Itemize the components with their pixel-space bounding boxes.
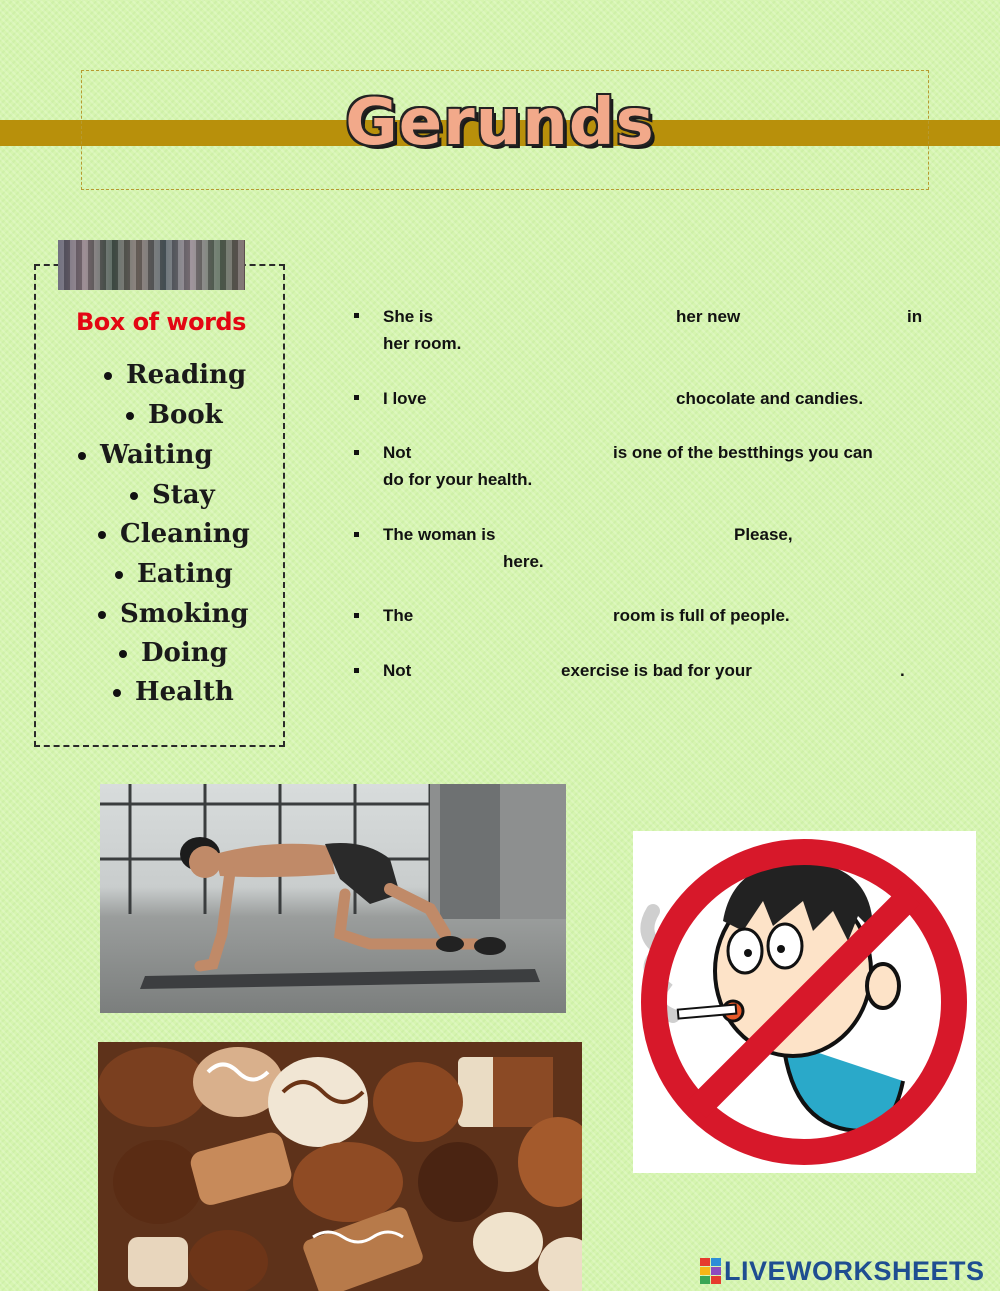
word-item[interactable] bbox=[98, 519, 250, 549]
word-box-header-image bbox=[58, 240, 245, 290]
bullet-icon bbox=[115, 571, 123, 579]
word-item[interactable] bbox=[119, 638, 228, 668]
bullet-icon bbox=[354, 668, 359, 673]
bullet-icon bbox=[354, 613, 359, 618]
word-item[interactable] bbox=[78, 440, 213, 470]
word-item[interactable] bbox=[98, 599, 249, 629]
word-label: Eating bbox=[137, 559, 233, 589]
sentence-text: Not bbox=[383, 443, 412, 462]
sentence-text: Please, bbox=[734, 525, 793, 544]
word-item[interactable] bbox=[113, 677, 234, 707]
sentence-text: chocolate and candies. bbox=[676, 389, 864, 408]
no-smoking-icon bbox=[633, 831, 976, 1173]
word-item[interactable] bbox=[104, 360, 246, 390]
sentence-text: The woman is bbox=[383, 525, 496, 544]
sentence-text: here. bbox=[503, 552, 544, 571]
sentence-text: do for your health. bbox=[383, 470, 533, 489]
sentence-text: . bbox=[900, 661, 905, 680]
sentence-text: The bbox=[383, 606, 414, 625]
man-exercising-photo bbox=[100, 784, 566, 1013]
bullet-icon bbox=[354, 532, 359, 537]
word-item[interactable] bbox=[126, 400, 223, 430]
sentence-text: exercise is bad for your bbox=[561, 661, 752, 680]
word-label: Cleaning bbox=[120, 519, 250, 549]
sentence-text: room is full of people. bbox=[613, 606, 790, 625]
sentence-text: Not bbox=[383, 661, 412, 680]
word-label: Waiting bbox=[100, 440, 213, 470]
word-label: Book bbox=[148, 400, 223, 430]
bullet-icon bbox=[354, 313, 359, 318]
bullet-icon bbox=[113, 689, 121, 697]
word-item[interactable] bbox=[115, 559, 233, 589]
bullet-icon bbox=[126, 412, 134, 420]
page-title: Gerunds bbox=[345, 86, 655, 160]
liveworksheets-logo bbox=[700, 1256, 985, 1287]
bullet-icon bbox=[98, 611, 106, 619]
word-label: Stay bbox=[152, 480, 215, 510]
bullet-icon bbox=[78, 452, 86, 460]
sentence-text: her new bbox=[676, 307, 741, 326]
sentence-text: She is bbox=[383, 307, 434, 326]
word-label: Health bbox=[135, 677, 234, 707]
lw-logo-icon bbox=[700, 1258, 722, 1284]
sentence-text: her room. bbox=[383, 334, 462, 353]
chocolates-photo bbox=[98, 1042, 582, 1291]
sentence-text: in bbox=[907, 307, 923, 326]
logo-text: LIVEWORKSHEETS bbox=[724, 1256, 985, 1286]
sentence-text: I love bbox=[383, 389, 427, 408]
sentence-text: is one of the bestthings you can bbox=[613, 443, 873, 462]
word-label: Smoking bbox=[120, 599, 249, 629]
bullet-icon bbox=[354, 395, 359, 400]
bullet-icon bbox=[119, 650, 127, 658]
bullet-icon bbox=[104, 372, 112, 380]
word-label: Doing bbox=[141, 638, 228, 668]
bullet-icon bbox=[98, 531, 106, 539]
bullet-icon bbox=[130, 492, 138, 500]
word-item[interactable] bbox=[130, 480, 215, 510]
bullet-icon bbox=[354, 450, 359, 455]
word-box-title: Box of words bbox=[76, 308, 246, 336]
word-label: Reading bbox=[126, 360, 247, 390]
